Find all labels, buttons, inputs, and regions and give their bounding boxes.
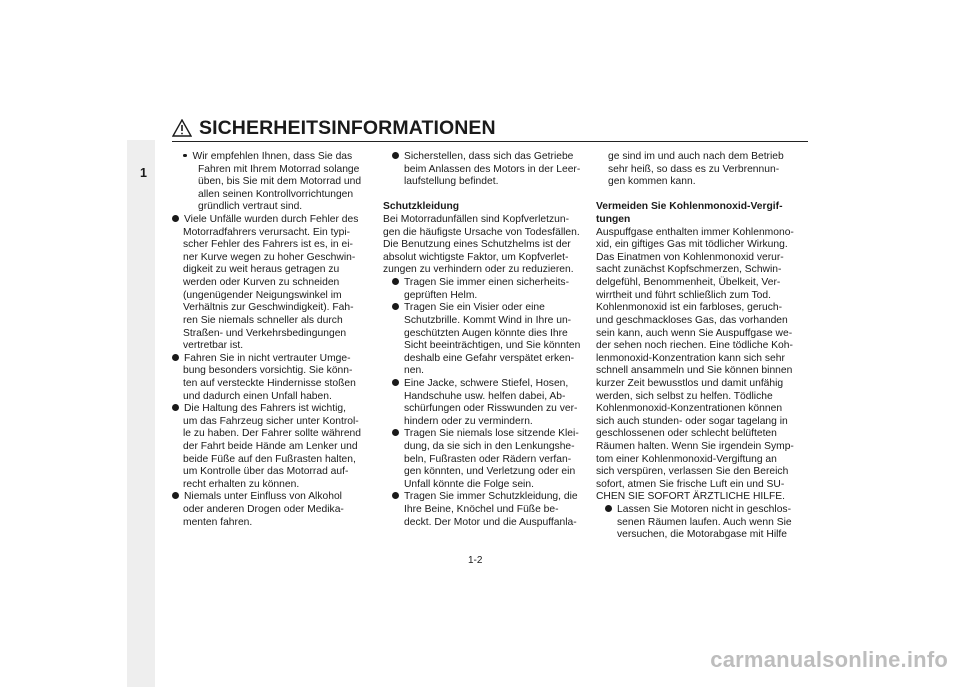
text-line: dung, da sie sich in den Lenkungshe- <box>404 441 575 453</box>
text-column-1 <box>172 151 384 529</box>
text-line: sich auch stunden- oder sogar tagelang in <box>596 415 788 427</box>
text-line: Niemals unter Einfluss von Alkohol <box>172 491 384 504</box>
chapter-tab <box>127 140 155 687</box>
text-line: um Kontrolle über das Motorrad auf- <box>183 466 349 478</box>
text-line: recht erhalten zu können. <box>183 478 300 490</box>
text-line: Tragen Sie ein Visier oder eine <box>383 302 583 315</box>
text-line: gen die häufigste Ursache von Todesfällen. <box>383 226 580 238</box>
section-heading: Vermeiden Sie Kohlenmonoxid-Vergif- <box>596 201 783 213</box>
text-column-2 <box>383 151 583 529</box>
text-line: bung besonders vorsichtig. Sie könn- <box>183 365 353 377</box>
text-line: xid, ein giftiges Gas mit tödlicher Wirkung. <box>596 239 788 251</box>
text-line: versuchen, die Motorabgase mit Hilfe <box>617 529 787 541</box>
text-line: schnell ansammeln und Sie können binnen <box>596 365 793 377</box>
text-line: Motorradfahrers verursacht. Ein typi- <box>183 226 351 238</box>
text-line: gen kommen kann. <box>608 176 696 188</box>
text-line: zungen zu verhindern oder zu reduzieren. <box>383 264 574 276</box>
bullet-icon <box>392 429 399 436</box>
text-line: gen könnten, und Verletzung oder ein <box>404 466 576 478</box>
text-line: Die Haltung des Fahrers ist wichtig, <box>172 403 384 416</box>
text-line: nen. <box>404 365 425 377</box>
text-line: CHEN SIE SOFORT ÄRZTLICHE HILFE. <box>596 491 785 503</box>
text-line: Kohlenmonoxid-Konzentrationen können <box>596 403 783 415</box>
text-line: ge sind im und auch nach dem Betrieb <box>608 151 784 162</box>
text-line: beim Anlassen des Motors in der Leer- <box>404 163 581 175</box>
text-line: laufstellung befindet. <box>404 176 499 188</box>
bullet-icon <box>172 354 179 361</box>
text-line: deckt. Der Motor und die Auspuffanla- <box>404 516 577 528</box>
bullet-icon <box>172 215 179 222</box>
text-line: werden, sich selbst zu helfen. Tödliche <box>596 390 773 402</box>
section-heading: tungen <box>596 214 631 226</box>
text-line: deshalb eine Gefahr verspätet erken- <box>404 352 574 364</box>
text-line: sacht zunächst Kopfschmerzen, Schwin- <box>596 264 782 276</box>
text-line: und geschmackloses Gas, das vorhanden <box>596 314 788 326</box>
text-line: Tragen Sie immer Schutzkleidung, die <box>383 491 583 504</box>
text-line: Fahren Sie in nicht vertrauter Umge- <box>172 353 384 366</box>
text-line: Tragen Sie immer einen sicherheits- <box>383 277 583 290</box>
text-line: Sicherstellen, dass sich das Getriebe <box>383 151 583 164</box>
text-line: der sehen noch riechen. Eine tödliche Koh- <box>596 340 793 352</box>
text-column-3 <box>596 151 801 542</box>
text-line: ten auf versteckte Hindernisse stoßen <box>183 377 356 389</box>
text-line: delgefühl, Benommenheit, Übelkeit, Ver- <box>596 277 781 289</box>
text-line: geprüften Helm. <box>404 289 478 301</box>
text-line: wirrtheit und führt schließlich zum Tod. <box>596 289 771 301</box>
text-line: beln, Fußrasten oder Rädern verfan- <box>404 453 572 465</box>
text-line: Wir empfehlen Ihnen, dass Sie das <box>172 151 384 164</box>
text-line: digkeit zu weit heraus getragen zu <box>183 264 340 276</box>
bullet-icon <box>392 152 399 159</box>
text-line: menten fahren. <box>183 516 253 528</box>
bullet-icon <box>392 278 399 285</box>
warning-triangle-icon <box>172 119 192 137</box>
text-line: Eine Jacke, schwere Stiefel, Hosen, <box>383 378 583 391</box>
text-line: Bei Motorradunfällen sind Kopfverletzun- <box>383 214 570 226</box>
text-line: Räumen halten. Wenn Sie irgendein Symp- <box>596 441 794 453</box>
text-line: hindern oder zu vermindern. <box>404 415 533 427</box>
watermark-logo: carmanualsonline.info <box>710 647 948 672</box>
text-line: scher Fehler des Fahrers ist es, in ei- <box>183 239 353 251</box>
text-line: üben, bis Sie mit dem Motorrad und <box>198 176 362 188</box>
text-line: tom einer Kohlenmonoxid-Vergiftung an <box>596 453 777 465</box>
text-line: sehr heiß, so dass es zu Verbrennun- <box>608 163 780 175</box>
text-line: Straßen- und Verkehrsbedingungen <box>183 327 347 339</box>
text-line: schürfungen oder Risswunden zu ver- <box>404 403 578 415</box>
text-line: Auspuffgase enthalten immer Kohlenmono- <box>596 226 794 238</box>
bullet-icon <box>392 492 399 499</box>
text-line: werden oder Kurven zu schneiden <box>183 277 340 289</box>
text-line: um das Fahrzeug sicher unter Kontrol- <box>183 415 359 427</box>
text-line: Viele Unfälle wurden durch Fehler des <box>172 214 384 227</box>
text-line: geschützten Augen könnte dies Ihre <box>404 327 568 339</box>
chapter-number: 1 <box>140 166 147 180</box>
bullet-icon <box>172 404 179 411</box>
text-line: Tragen Sie niemals lose sitzende Klei- <box>383 428 583 441</box>
text-line: beide Füße auf den Fußrasten halten, <box>183 453 356 465</box>
text-line: le zu haben. Der Fahrer sollte während <box>183 428 362 440</box>
text-line: Kohlenmonoxid ist ein farbloses, geruch- <box>596 302 783 314</box>
text-line: und dadurch einen Unfall haben. <box>183 390 332 402</box>
text-line: sein kann, auch wenn Sie Auspuffgase we- <box>596 327 793 339</box>
text-line: allen seinen Kontrollvorrichtungen <box>198 188 354 200</box>
bullet-icon <box>392 379 399 386</box>
text-line: Unfall könnte die Folge sein. <box>404 478 534 490</box>
text-line: Handschuhe usw. helfen dabei, Ab- <box>404 390 566 402</box>
blank-line <box>383 189 583 202</box>
text-line: (ungenügender Neigungswinkel im <box>183 289 342 301</box>
text-line: senen Räumen laufen. Auch wenn Sie <box>617 516 792 528</box>
bullet-icon <box>172 492 179 499</box>
page-number: 1-2 <box>468 555 483 566</box>
section-heading: Schutzkleidung <box>383 201 460 213</box>
header-rule <box>172 141 808 142</box>
text-line: der Fahrt beide Hände am Lenker und <box>183 441 358 453</box>
text-line: Schutzbrille. Kommt Wind in Ihre un- <box>404 314 572 326</box>
bullet-icon <box>605 505 612 512</box>
text-line: Ihre Beine, Knöchel und Füße be- <box>404 504 559 516</box>
text-line: Verhältnis zur Geschwindigkeit). Fah- <box>183 302 354 314</box>
text-line: oder anderen Drogen oder Medika- <box>183 504 344 516</box>
small-bullet-icon <box>183 154 187 158</box>
text-line: lenmonoxid-Konzentration kann sich sehr <box>596 352 785 364</box>
text-line: vertretbar ist. <box>183 340 244 352</box>
page-title: SICHERHEITSINFORMATIONEN <box>199 117 496 139</box>
text-line: Das Einatmen von Kohlenmonoxid verur- <box>596 251 784 263</box>
text-line: Lassen Sie Motoren nicht in geschlos- <box>596 504 801 517</box>
blank-line <box>596 189 801 202</box>
text-line: sofort, atmen Sie frische Luft ein und SU- <box>596 478 785 490</box>
text-line: ren Sie niemals schneller als durch <box>183 314 343 326</box>
text-line: absolut wichtigste Faktor, um Kopfverlet- <box>383 251 569 263</box>
text-line: Die Benutzung eines Schutzhelms ist der <box>383 239 571 251</box>
text-line: sich verspüren, verlassen Sie den Bereich <box>596 466 789 478</box>
text-line: ner Kurve wegen zu hoher Geschwin- <box>183 251 356 263</box>
text-line: kurzer Zeit bewusstlos und damit unfähig <box>596 377 784 389</box>
bullet-icon <box>392 303 399 310</box>
text-line: gründlich vertraut sind. <box>198 201 303 213</box>
text-line: Sicht beeinträchtigen, und Sie könnten <box>404 340 581 352</box>
text-line: geschlossenen oder schlecht belüfteten <box>596 428 777 440</box>
text-line: Fahren mit Ihrem Motorrad solange <box>198 163 360 175</box>
